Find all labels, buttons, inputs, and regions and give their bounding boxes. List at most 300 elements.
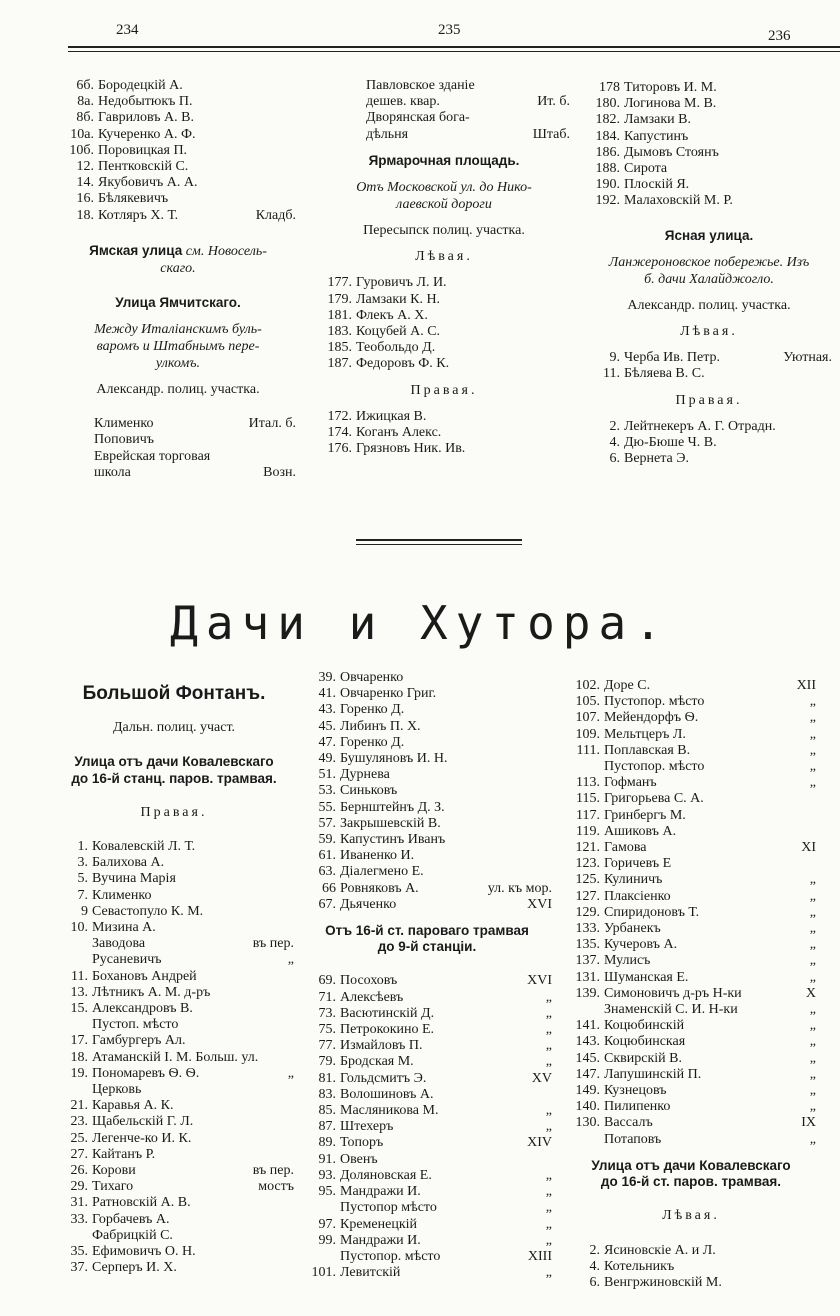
house-number: 83.	[318, 1086, 336, 1102]
location-note	[290, 1244, 294, 1260]
yasnaya-description	[586, 254, 832, 288]
list-item	[586, 419, 832, 435]
resident-name: Мейендорфъ Ѳ.	[604, 710, 699, 726]
resident-name: Потаповъ	[604, 1131, 662, 1147]
resident-name: Черба Ив. Петр.	[624, 350, 720, 366]
location-note: въ пер.	[252, 936, 294, 952]
resident-name: Балихова А.	[92, 855, 165, 871]
list-item	[586, 435, 832, 451]
resident-name: Мулисъ	[604, 953, 651, 969]
house-number: 135.	[575, 937, 600, 953]
house-number: 18.	[70, 1049, 88, 1065]
street-line: Улица отъ дачи Ковалевскаго	[591, 1157, 791, 1173]
district-label: Александр. полиц. участка.	[627, 297, 791, 313]
yamskaya-list	[60, 78, 296, 224]
resident-name: Легенче-ко И. К.	[92, 1130, 192, 1146]
resident-name: Коцюбинская	[604, 1034, 686, 1050]
house-number: 75.	[318, 1022, 336, 1038]
yamskaya-ref: см. Новосель-	[185, 243, 267, 259]
resident-name: Якубовичъ А. А.	[98, 175, 198, 191]
location-note	[290, 839, 294, 855]
house-number: 51.	[318, 767, 336, 783]
resident-name: Алексѣевъ	[340, 989, 404, 1005]
left-side-list	[318, 275, 570, 372]
location-note: „	[809, 710, 816, 726]
house-number: 19.	[70, 1065, 88, 1081]
resident-name: Ефимовичъ О. Н.	[92, 1244, 196, 1260]
list-item	[302, 1103, 552, 1119]
resident-name: Грязновъ Ник. Ив.	[356, 441, 466, 457]
location-note	[290, 1131, 294, 1147]
house-number: 66	[322, 880, 336, 896]
list-item	[54, 1114, 294, 1130]
list-item	[566, 775, 816, 791]
house-number	[566, 1132, 604, 1148]
list-item	[302, 1152, 552, 1168]
location-note: XIV	[527, 1135, 552, 1151]
resident-name: Посоховъ	[340, 973, 398, 989]
resident-name: Лапушинскій П.	[604, 1066, 702, 1082]
location-note: Кладб.	[255, 207, 296, 223]
bottom-column-2	[302, 670, 552, 1281]
list-item	[566, 1243, 816, 1259]
location-note: „	[809, 1099, 816, 1115]
resident-name: Каравья А. К.	[92, 1098, 174, 1114]
house-number: 55.	[318, 799, 336, 815]
list-item	[586, 112, 832, 128]
list-item	[54, 1212, 294, 1228]
list-item	[586, 350, 832, 366]
street-line: Улица отъ дачи Ковалевскаго	[74, 754, 274, 770]
resident-name: Бѣляева В. С.	[624, 366, 705, 382]
resident-name: Пустопор. мѣсто	[604, 694, 705, 710]
list-item	[318, 324, 570, 340]
list-item	[302, 783, 552, 799]
list-item	[54, 1098, 294, 1114]
resident-name: Доре С.	[604, 678, 651, 693]
house-number: 130.	[575, 1115, 600, 1131]
list-item	[302, 702, 552, 718]
resident-name: Пустопор мѣсто	[340, 1200, 437, 1216]
resident-name: Щабельскій Г. Л.	[92, 1114, 194, 1130]
house-number: 69.	[318, 973, 336, 989]
location-note: Возн.	[263, 464, 296, 480]
location-note	[812, 1259, 816, 1275]
house-number: 109.	[575, 726, 600, 742]
list-item	[54, 871, 294, 887]
location-note: „	[809, 937, 816, 953]
house-number: 26.	[70, 1163, 88, 1179]
location-note	[292, 127, 296, 143]
list-item	[566, 743, 816, 759]
list-item	[54, 969, 294, 985]
location-note	[292, 449, 296, 465]
resident-name: Знаменскій С. И. Н-ки	[604, 1002, 738, 1018]
resident-name: Сквирскій В.	[604, 1050, 682, 1066]
resident-name: Поповичъ	[94, 432, 154, 448]
house-number: 102.	[575, 678, 600, 693]
section-separator	[356, 539, 522, 541]
location-note: „	[545, 1119, 552, 1135]
house-number: 141.	[575, 1018, 600, 1034]
location-note: „	[545, 1054, 552, 1070]
location-note: XIII	[527, 1248, 552, 1264]
list-item	[566, 889, 816, 905]
house-number: 4.	[589, 1258, 600, 1274]
list-item	[302, 816, 552, 832]
resident-name: Серперъ И. Х.	[92, 1260, 177, 1276]
list-item	[586, 145, 832, 161]
resident-name: Пентковскій С.	[98, 159, 189, 175]
resident-name: Бродская М.	[340, 1054, 414, 1070]
location-note: XI	[801, 840, 816, 856]
location-note	[290, 855, 294, 871]
list-item	[302, 1071, 552, 1087]
location-note	[290, 1050, 294, 1066]
resident-name: Пономаревъ Ѳ. Ѳ.	[92, 1065, 200, 1081]
house-number	[566, 1002, 604, 1018]
station-list-continued	[566, 678, 816, 1148]
house-number: 29.	[70, 1179, 88, 1195]
resident-name: Венгржиновскій М.	[604, 1274, 722, 1290]
location-note	[292, 110, 296, 126]
yarmarochnaya-heading: Ярмарочная площадь.	[368, 152, 520, 168]
resident-name: Дьяченко	[340, 896, 397, 912]
yasnaya-heading: Ясная улица.	[664, 227, 754, 243]
house-number: 45.	[318, 718, 336, 734]
fontan-list-continued	[302, 670, 552, 913]
list-item	[302, 1200, 552, 1216]
resident-name: Севастопуло К. М.	[92, 903, 204, 919]
yamskaya-ref-2: скаго.	[160, 260, 196, 276]
location-note	[812, 791, 816, 807]
location-note	[548, 848, 552, 864]
resident-name: Синьковъ	[340, 783, 398, 799]
list-item	[54, 952, 294, 968]
house-number: 123.	[575, 856, 600, 872]
resident-name: дешев. квар.	[366, 94, 440, 110]
location-note: Итал. б.	[248, 416, 296, 432]
resident-name: Коцубей А. С.	[356, 324, 441, 340]
resident-name: Закрышевскій В.	[340, 815, 441, 831]
list-item	[318, 340, 570, 356]
resident-name: Дымовъ Стоянъ	[624, 144, 719, 160]
resident-name: Кайтанъ Р.	[92, 1146, 156, 1162]
list-item	[566, 872, 816, 888]
list-item	[54, 855, 294, 871]
location-note: „	[809, 1083, 816, 1099]
street-heading	[302, 923, 552, 955]
house-number: 63.	[318, 864, 336, 880]
list-item	[586, 193, 832, 209]
house-number: 11.	[603, 366, 620, 382]
location-note	[566, 78, 570, 94]
house-number: 11.	[71, 968, 88, 984]
bottom-column-3	[566, 678, 816, 1291]
header-rule	[68, 46, 840, 48]
location-note	[548, 702, 552, 718]
location-note: „	[287, 952, 294, 968]
list-item	[60, 143, 296, 159]
street-heading	[566, 1158, 816, 1190]
resident-name: Тихаго	[92, 1179, 134, 1195]
resident-name: Спиридоновъ Т.	[604, 904, 700, 920]
house-number: 180.	[595, 96, 620, 112]
resident-name: Логинова М. В.	[624, 96, 717, 112]
resident-name: Пустопор. мѣсто	[340, 1248, 441, 1264]
house-number: 71.	[318, 989, 336, 1005]
resident-name: Коганъ Алекс.	[356, 425, 442, 441]
yamchitskago-heading: Улица Ямчитскаго.	[115, 294, 241, 310]
list-item	[94, 432, 296, 448]
list-item	[302, 1006, 552, 1022]
resident-name: Бернштейнъ Д. З.	[340, 799, 445, 815]
list-item	[366, 110, 570, 126]
resident-name: Малаховскій М. Р.	[624, 193, 733, 209]
location-note: „	[809, 969, 816, 985]
resident-name: Коцюбинскій	[604, 1018, 685, 1034]
house-number	[566, 759, 604, 775]
house-number: 67.	[318, 896, 336, 912]
location-note	[548, 783, 552, 799]
house-number: 47.	[318, 734, 336, 750]
resident-name: Левитскій	[340, 1265, 401, 1281]
location-note: X	[805, 985, 816, 1001]
location-note: „	[545, 989, 552, 1005]
side-right-label: Правая.	[410, 382, 478, 398]
location-note	[290, 985, 294, 1001]
fontan-left-list	[566, 1243, 816, 1292]
location-note: „	[809, 888, 816, 904]
location-note: Уютная.	[783, 350, 832, 366]
house-number: 178	[599, 80, 620, 95]
resident-name: Фабрицкій С.	[92, 1227, 173, 1243]
location-note	[290, 904, 294, 920]
list-item	[566, 1051, 816, 1067]
resident-name: Бушуляновъ И. Н.	[340, 751, 448, 767]
house-number: 27.	[70, 1146, 88, 1162]
resident-name: Горенко Д.	[340, 734, 405, 750]
list-item	[94, 416, 296, 432]
location-note: въ пер.	[252, 1163, 294, 1179]
side-left-label: Лѣвая.	[415, 249, 473, 265]
resident-name: Ижицкая В.	[356, 408, 427, 424]
resident-name: Доляновская Е.	[340, 1167, 432, 1183]
resident-name: Пустоп. мѣсто	[92, 1017, 179, 1033]
resident-name: Бородецкій А.	[98, 78, 183, 93]
house-number: 185.	[327, 340, 352, 356]
resident-name: Діалегмено Е.	[340, 864, 424, 880]
list-item	[566, 986, 816, 1002]
yarmarochnaya-description	[318, 179, 570, 213]
list-item	[302, 897, 552, 913]
house-number: 73.	[318, 1005, 336, 1021]
location-note: „	[809, 1002, 816, 1018]
resident-name: Титоровъ И. М.	[624, 80, 717, 95]
resident-name: Дю-Бюше Ч. В.	[624, 435, 717, 451]
list-item	[302, 719, 552, 735]
list-item	[54, 1017, 294, 1033]
resident-name: Овенъ	[340, 1151, 378, 1167]
list-item	[302, 1038, 552, 1054]
location-note	[812, 1275, 816, 1291]
resident-name: Капустинъ	[624, 128, 689, 144]
list-item	[54, 888, 294, 904]
house-number: 10б.	[69, 142, 94, 158]
house-number: 79.	[318, 1054, 336, 1070]
list-item	[54, 1082, 294, 1098]
house-number: 35.	[70, 1244, 88, 1260]
house-number: 49.	[318, 751, 336, 767]
resident-name: Горичевъ Е	[604, 856, 672, 872]
resident-name: Павловское зданіе	[366, 78, 475, 93]
resident-name: Дурнева	[340, 767, 390, 783]
house-number: 8а.	[77, 94, 94, 110]
list-item	[566, 1099, 816, 1115]
house-number: 4.	[609, 435, 620, 451]
resident-name: Урбанекъ	[604, 921, 661, 937]
list-item	[566, 759, 816, 775]
list-item	[566, 856, 816, 872]
resident-name: Ратновскій А. В.	[92, 1195, 191, 1211]
resident-name: Кременецкій	[340, 1216, 418, 1232]
street-line: до 9-й станціи.	[377, 939, 477, 955]
resident-name: Теобольдо Д.	[356, 340, 436, 356]
desc-line: Ланжероновское побережье. Изъ	[608, 254, 810, 270]
resident-name: Овчаренко Григ.	[340, 686, 437, 702]
list-item	[566, 808, 816, 824]
location-note: „	[809, 1034, 816, 1050]
location-note: „	[545, 1200, 552, 1216]
house-number: 143.	[575, 1034, 600, 1050]
resident-name: Горбачевъ А.	[92, 1211, 170, 1227]
right-side-list	[318, 409, 570, 458]
list-item	[60, 78, 296, 94]
list-item	[318, 425, 570, 441]
resident-name: Симоновичъ д-ръ Н-ки	[604, 985, 742, 1001]
location-note	[290, 920, 294, 936]
resident-name: Волошиновъ А.	[340, 1086, 434, 1102]
list-item	[318, 292, 570, 308]
location-note	[290, 1017, 294, 1033]
list-item	[94, 449, 296, 465]
list-item	[54, 839, 294, 855]
house-number	[302, 1249, 340, 1265]
location-note: „	[545, 1038, 552, 1054]
resident-name: Штехеръ	[340, 1119, 394, 1135]
location-note	[290, 1212, 294, 1228]
list-item	[302, 864, 552, 880]
house-number: 172.	[327, 408, 352, 424]
list-item	[54, 1147, 294, 1163]
house-number: 25.	[70, 1130, 88, 1146]
resident-name: Дворянская богa-	[366, 110, 470, 126]
list-item	[302, 881, 552, 897]
house-number: 9.	[609, 350, 620, 366]
house-number: 145.	[575, 1050, 600, 1066]
house-number: 91.	[318, 1151, 336, 1167]
location-note	[812, 824, 816, 840]
house-number: 41.	[318, 686, 336, 702]
yamskaya-heading	[60, 242, 296, 277]
resident-name: Гофманъ	[604, 775, 657, 791]
resident-name: Поровицкая П.	[98, 142, 188, 158]
location-note: „	[545, 1232, 552, 1248]
house-number: 13.	[70, 984, 88, 1000]
location-note: „	[809, 742, 816, 758]
section-separator-thin	[356, 544, 522, 545]
location-note	[828, 451, 832, 467]
list-item	[566, 921, 816, 937]
resident-name: Гринбергъ М.	[604, 807, 686, 823]
resident-name: Еврейская торговая	[94, 448, 211, 464]
street-heading	[54, 754, 294, 786]
list-item	[566, 1259, 816, 1275]
house-number: 77.	[318, 1038, 336, 1054]
list-item	[586, 80, 832, 96]
location-note: „	[809, 726, 816, 742]
resident-name: Васютинскій Д.	[340, 1005, 435, 1021]
location-note	[828, 366, 832, 382]
location-note: „	[809, 1050, 816, 1066]
district-label: Дальн. полиц. участ.	[112, 720, 236, 736]
list-item	[54, 1260, 294, 1276]
desc-line: варомъ и Штабнымъ пере-	[96, 339, 260, 355]
location-note	[548, 832, 552, 848]
yamchitskago-list	[60, 416, 296, 481]
house-number: 147.	[575, 1066, 600, 1082]
resident-name: Масляникова М.	[340, 1103, 439, 1119]
resident-name: Измайловъ П.	[340, 1038, 423, 1054]
house-number: 133.	[575, 921, 600, 937]
list-item	[566, 824, 816, 840]
list-item	[566, 710, 816, 726]
list-item	[318, 356, 570, 372]
list-item	[586, 451, 832, 467]
location-note	[290, 1033, 294, 1049]
location-note	[290, 1228, 294, 1244]
location-note: Штаб.	[532, 126, 570, 142]
house-number: 61.	[318, 848, 336, 864]
house-number	[54, 936, 92, 952]
list-item	[302, 1184, 552, 1200]
house-number: 15.	[70, 1001, 88, 1017]
house-number	[54, 952, 92, 968]
yamskaya-title: Ямская улица	[89, 242, 183, 258]
resident-name: Корови	[92, 1163, 136, 1179]
resident-name: Ясиновскіе А. и Л.	[604, 1242, 716, 1258]
resident-name: Мизина А.	[92, 920, 156, 936]
page-number-right: 236	[768, 28, 791, 44]
street-line: до 16-й ст. паров. трамвая.	[600, 1174, 782, 1190]
list-item	[566, 1018, 816, 1034]
resident-name: Шуманская Е.	[604, 969, 689, 985]
resident-name: Кучеровъ А.	[604, 937, 678, 953]
list-item	[586, 177, 832, 193]
location-note: IX	[801, 1115, 816, 1131]
house-number: 9	[81, 903, 88, 919]
resident-name: школа	[94, 464, 131, 480]
list-item	[586, 129, 832, 145]
list-item	[566, 1034, 816, 1050]
house-number	[54, 1017, 92, 1033]
resident-name: Вассалъ	[604, 1115, 653, 1131]
resident-name: Мандрaжи И.	[340, 1232, 421, 1248]
list-item	[54, 985, 294, 1001]
list-item	[54, 920, 294, 936]
list-item	[566, 840, 816, 856]
location-note: XVI	[527, 896, 552, 912]
